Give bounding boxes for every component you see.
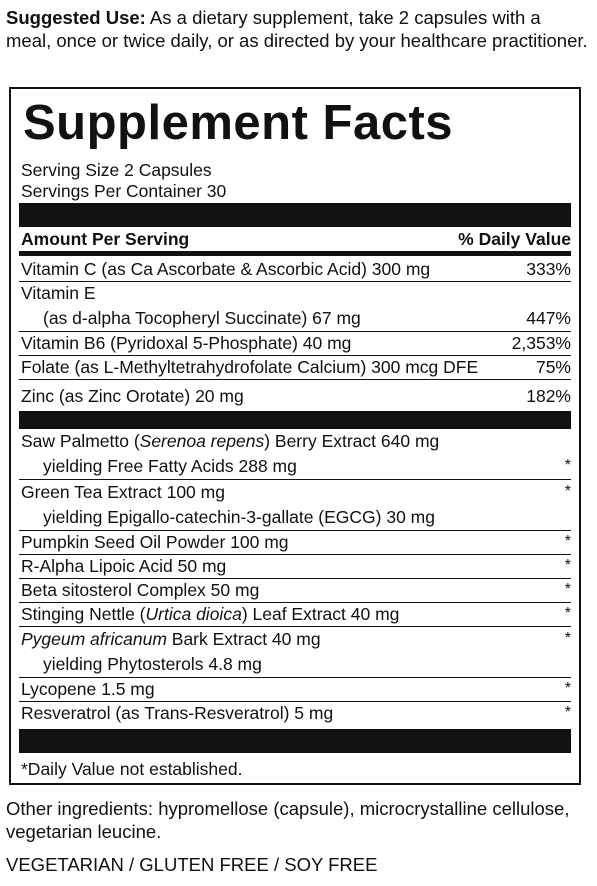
row-divider [19, 530, 571, 531]
dv-asterisk: * [564, 457, 571, 474]
nutrient-dv: 447% [526, 308, 571, 328]
nutrient-dv: 2,353% [511, 333, 571, 353]
ingredient-name: Beta sitosterol Complex 50 mg [21, 580, 260, 600]
nutrient-name: Folate (as L-Methyltetrahydrofolate Calcium) 300 mcg DFE [21, 357, 479, 377]
ingredient-detail: yielding Epigallo-catechin-3-gallate (EGCG) 30 mg [43, 507, 435, 527]
servings-per-container: Servings Per Container 30 [21, 181, 227, 201]
ingredient-name: Stinging Nettle ( [21, 604, 146, 624]
ingredient-row-stinging-nettle [21, 604, 571, 624]
nutrient-row-vitamin-e-detail [21, 308, 571, 328]
suggested-use-label: Suggested Use: [6, 7, 146, 28]
nutrient-name-detail: (as d-alpha Tocopheryl Succinate) 67 mg [43, 308, 361, 328]
ingredient-row-saw-palmetto [21, 431, 571, 451]
nutrient-name: Zinc (as Zinc Orotate) 20 mg [21, 386, 244, 406]
ingredient-detail: yielding Phytosterols 4.8 mg [43, 654, 262, 674]
ingredient-name: Green Tea Extract 100 mg [21, 482, 225, 502]
row-divider [19, 331, 571, 332]
ingredient-name: Pumpkin Seed Oil Powder 100 mg [21, 532, 289, 552]
nutrient-dv: 75% [535, 357, 571, 377]
ingredient-name: Saw Palmetto ( [21, 431, 140, 451]
col-amount-header: Amount Per Serving [21, 229, 190, 249]
row-divider [19, 701, 571, 702]
row-divider [19, 281, 571, 282]
row-divider [19, 677, 571, 678]
supplement-facts-panel [9, 87, 581, 785]
ingredient-row-pygeum [21, 629, 571, 649]
row-divider [19, 602, 571, 603]
nutrient-dv: 333% [526, 259, 571, 279]
ingredient-name: Bark Extract 40 mg [166, 629, 321, 649]
ingredient-latin-name: Pygeum africanum [21, 629, 167, 649]
nutrient-row-vitamin-e [21, 283, 571, 303]
nutrient-row-zinc [21, 386, 571, 406]
ingredient-row-lycopene [21, 679, 571, 699]
ingredient-name: ) Leaf Extract 40 mg [241, 604, 400, 624]
ingredient-name: ) Berry Extract 640 mg [264, 431, 440, 451]
row-divider [19, 578, 571, 579]
dv-asterisk: * [564, 630, 571, 647]
dv-asterisk: * [564, 557, 571, 574]
dv-asterisk: * [564, 680, 571, 697]
thick-divider-middle [19, 411, 571, 429]
column-headers [21, 229, 571, 249]
other-ingredients: Other ingredients: hypromellose (capsule), microcrystalline cellulose, vegetarian leucine. [6, 798, 570, 842]
ingredient-row-green-tea-detail [21, 507, 571, 527]
thick-divider-top [19, 203, 571, 227]
row-divider [19, 554, 571, 555]
ingredient-row-saw-palmetto-detail [21, 456, 571, 476]
suggested-use [6, 6, 591, 52]
dv-asterisk: * [564, 704, 571, 721]
suggested-use-text: As a dietary supplement, take 2 capsules with a meal, once or twice daily, or as directed by your healthcare practitioner. [6, 7, 588, 51]
ingredient-row-pygeum-detail [21, 654, 571, 674]
row-divider [19, 479, 571, 480]
ingredient-name: Resveratrol (as Trans-Resveratrol) 5 mg [21, 703, 334, 723]
nutrient-name: Vitamin E [21, 283, 96, 303]
dv-asterisk: * [564, 533, 571, 550]
ingredient-latin-name: Serenoa repens [139, 431, 265, 451]
ingredient-row-green-tea [21, 482, 571, 502]
ingredient-latin-name: Urtica dioica [145, 604, 242, 624]
row-divider [19, 379, 571, 380]
row-divider [19, 355, 571, 356]
ingredient-name: R-Alpha Lipoic Acid 50 mg [21, 556, 227, 576]
ingredient-row-resveratrol [21, 703, 571, 723]
header-divider [19, 251, 571, 256]
ingredient-row-alpha-lipoic [21, 556, 571, 576]
nutrient-row-vitamin-b6 [21, 333, 571, 353]
ingredient-row-beta-sitosterol [21, 580, 571, 600]
thick-divider-bottom [19, 729, 571, 753]
nutrient-name: Vitamin C (as Ca Ascorbate & Ascorbic Acid) 300 mg [21, 259, 431, 279]
ingredient-row-pumpkin-seed [21, 532, 571, 552]
dv-asterisk: * [564, 581, 571, 598]
dietary-claims: VEGETARIAN / GLUTEN FREE / SOY FREE [6, 854, 378, 875]
nutrient-name: Vitamin B6 (Pyridoxal 5-Phosphate) 40 mg [21, 333, 352, 353]
nutrient-dv: 182% [526, 386, 571, 406]
nutrient-row-vitamin-c [21, 259, 571, 279]
serving-size: Serving Size 2 Capsules [21, 160, 212, 180]
ingredient-detail: yielding Free Fatty Acids 288 mg [43, 456, 297, 476]
dv-asterisk: * [564, 483, 571, 500]
dv-asterisk: * [564, 605, 571, 622]
col-dv-header: % Daily Value [458, 229, 571, 249]
panel-title: Supplement Facts [23, 96, 454, 150]
row-divider [19, 626, 571, 627]
daily-value-footnote: *Daily Value not established. [21, 759, 243, 779]
ingredient-name: Lycopene 1.5 mg [21, 679, 155, 699]
nutrient-row-folate [21, 357, 571, 377]
